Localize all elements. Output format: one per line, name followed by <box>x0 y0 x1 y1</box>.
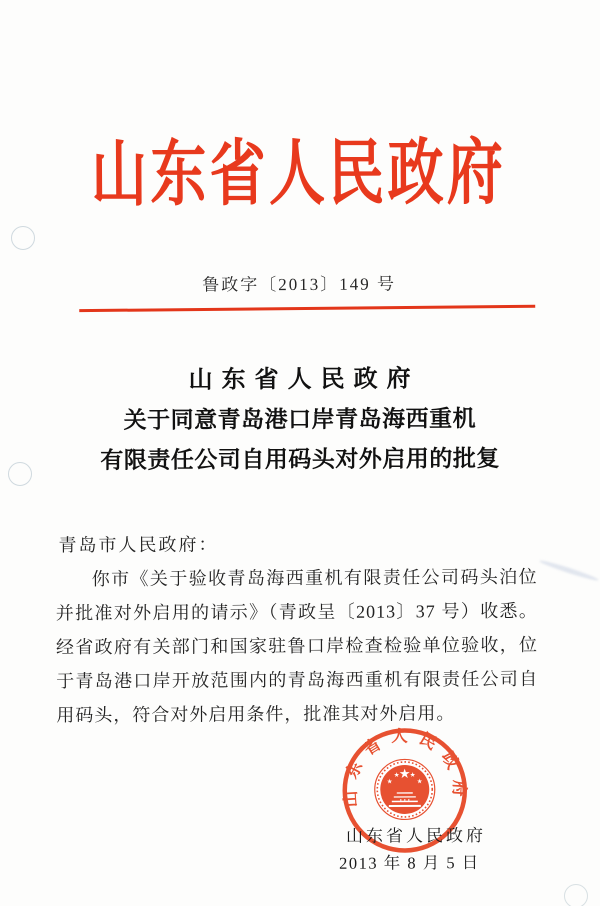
emblem-small-star-icon: ★ <box>386 778 393 786</box>
letterhead-title: 山东省人民政府 <box>90 132 507 216</box>
emblem-small-star-icon: ★ <box>416 778 423 786</box>
document-title-line3: 有限责任公司自用码头对外启用的批复 <box>100 445 500 474</box>
seal-ring-text: 山东省人民政府 <box>340 726 470 808</box>
red-divider-line <box>79 305 535 312</box>
document-title <box>0 358 600 481</box>
salutation: 青岛市人民政府： <box>58 534 219 556</box>
signature-date: 2013 年 8 月 5 日 <box>339 853 480 873</box>
national-emblem-icon <box>375 759 435 819</box>
document-title-line2: 关于同意青岛港口岸青岛海西重机 <box>123 406 477 433</box>
document-number: 鲁政字〔2013〕149 号 <box>202 274 397 295</box>
emblem-big-star-icon: ★ <box>398 765 411 781</box>
emblem-small-star-icon: ★ <box>393 771 400 780</box>
signature-organization: 山东省人民政府 <box>345 826 487 846</box>
body-paragraph: 你市《关于验收青岛海西重机有限责任公司码头泊位并批准对外启用的请示》（青政呈〔2013〕37 号）收悉。经省政府有关部门和国家驻鲁口岸检查检验单位验收，位于青岛港口岸开放范围内的青岛海西重机有限责任公司自用码头，符合对外启用条件，批准其对外启用。 <box>55 566 539 726</box>
document-title-org: 山东省人民政府 <box>188 366 420 394</box>
emblem-small-star-icon: ★ <box>409 771 416 779</box>
